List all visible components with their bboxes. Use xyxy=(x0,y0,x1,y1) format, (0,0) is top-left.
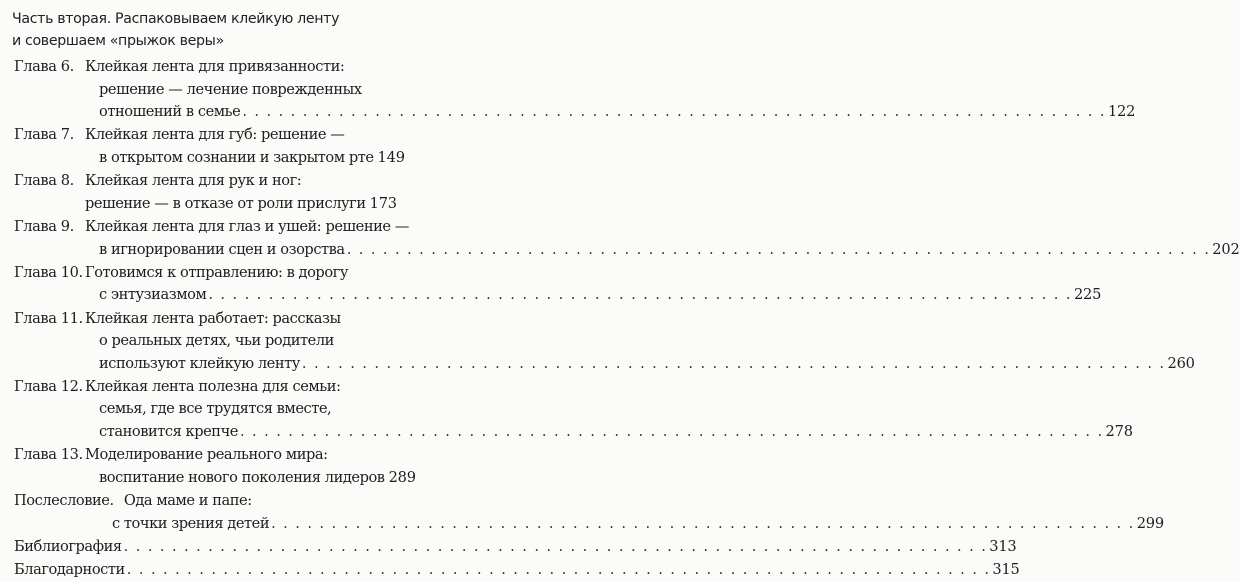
entry-title-line: Клейкая лента для глаз и ушей: решение — xyxy=(85,217,409,235)
toc-entry-chapter-13[interactable] xyxy=(14,444,416,489)
toc-entry-chapter-9[interactable] xyxy=(14,216,1240,261)
entry-title-line: отношений в семье xyxy=(99,103,241,121)
entry-title-line: решение — лечение поврежденных xyxy=(99,80,362,98)
entry-title-line: Клейкая лента работает: рассказы xyxy=(85,309,341,327)
toc-entry-bibliography[interactable] xyxy=(14,536,1017,559)
afterword-label: Послесловие. xyxy=(14,492,114,510)
entry-title-line: Благодарности xyxy=(14,561,125,578)
chapter-label: Глава 8. xyxy=(14,172,74,190)
chapter-label: Глава 6. xyxy=(14,58,74,75)
part-heading xyxy=(12,8,392,52)
chapter-label: Глава 9. xyxy=(14,217,74,235)
page-number: 278 xyxy=(1105,423,1133,441)
entry-title-line: Готовимся к отправлению: в дорогу xyxy=(85,263,348,281)
toc-entry-chapter-7[interactable] xyxy=(14,124,405,169)
chapter-label: Глава 12. xyxy=(14,377,83,395)
dot-leader xyxy=(271,513,1135,536)
entry-title-line: о реальных детях, чьи родители xyxy=(99,332,334,350)
part-heading-line-2: и совершаем «прыжок веры» xyxy=(12,33,224,49)
dot-leader xyxy=(242,101,1106,124)
toc-entry-chapter-11[interactable] xyxy=(14,308,1195,376)
page-number: 299 xyxy=(1136,514,1164,532)
entry-title-line: в игнорировании сцен и озорства xyxy=(99,240,345,258)
chapter-label: Глава 10. xyxy=(14,263,83,281)
entry-title-line: Клейкая лента полезна для семьи: xyxy=(85,377,341,395)
page-number: 313 xyxy=(989,537,1017,555)
toc-entry-chapter-6[interactable] xyxy=(14,56,1136,124)
chapter-label: Глава 13. xyxy=(14,446,83,464)
page-number: 225 xyxy=(1073,286,1102,304)
toc-entry-afterword[interactable] xyxy=(14,490,1164,535)
entry-title-line: становится крепче xyxy=(99,423,238,441)
entry-title-line: Клейкая лента для рук и ног: xyxy=(85,172,302,190)
entry-title-line: Клейкая лента для привязанности: xyxy=(85,58,345,75)
entry-title-line: с энтузиазмом xyxy=(99,286,207,304)
toc-entry-chapter-8[interactable] xyxy=(14,170,397,215)
page-number: 289 xyxy=(388,468,416,486)
page-number: 260 xyxy=(1167,354,1195,372)
dot-leader xyxy=(240,421,1104,444)
entry-title-line: с точки зрения детей xyxy=(112,514,270,532)
toc-entry-chapter-10[interactable] xyxy=(14,262,1102,307)
page-number: 149 xyxy=(377,148,405,166)
dot-leader xyxy=(302,353,1166,376)
page-number: 202 xyxy=(1212,240,1240,258)
page-number: 173 xyxy=(369,194,397,212)
entry-title-line: Моделирование реального мира: xyxy=(85,446,328,464)
toc-entry-acknowledgements[interactable] xyxy=(14,559,1020,582)
entry-title-line: в открытом сознании и закрытом рте xyxy=(99,148,374,166)
page-number: 122 xyxy=(1107,103,1136,121)
entry-title-line: решение — в отказе от роли прислуги xyxy=(85,194,366,212)
part-heading-line-1: Часть вторая. Распаковываем клейкую ленту xyxy=(12,11,340,27)
dot-leader xyxy=(347,239,1211,262)
chapter-label: Глава 7. xyxy=(14,126,74,144)
page-number: 315 xyxy=(992,561,1020,578)
dot-leader xyxy=(127,559,991,582)
entry-title-line: Библиография xyxy=(14,537,122,555)
entry-title-line: используют клейкую ленту xyxy=(99,354,300,372)
table-of-contents xyxy=(14,56,1240,582)
entry-title-line: воспитание нового поколения лидеров xyxy=(99,468,385,486)
dot-leader xyxy=(208,284,1072,307)
entry-title-line: семья, где все трудятся вместе, xyxy=(99,400,332,418)
entry-title-line: Ода маме и папе: xyxy=(123,492,252,510)
chapter-label: Глава 11. xyxy=(14,309,83,327)
dot-leader xyxy=(124,536,988,559)
entry-title-line: Клейкая лента для губ: решение — xyxy=(85,126,345,144)
toc-entry-chapter-12[interactable] xyxy=(14,376,1133,444)
